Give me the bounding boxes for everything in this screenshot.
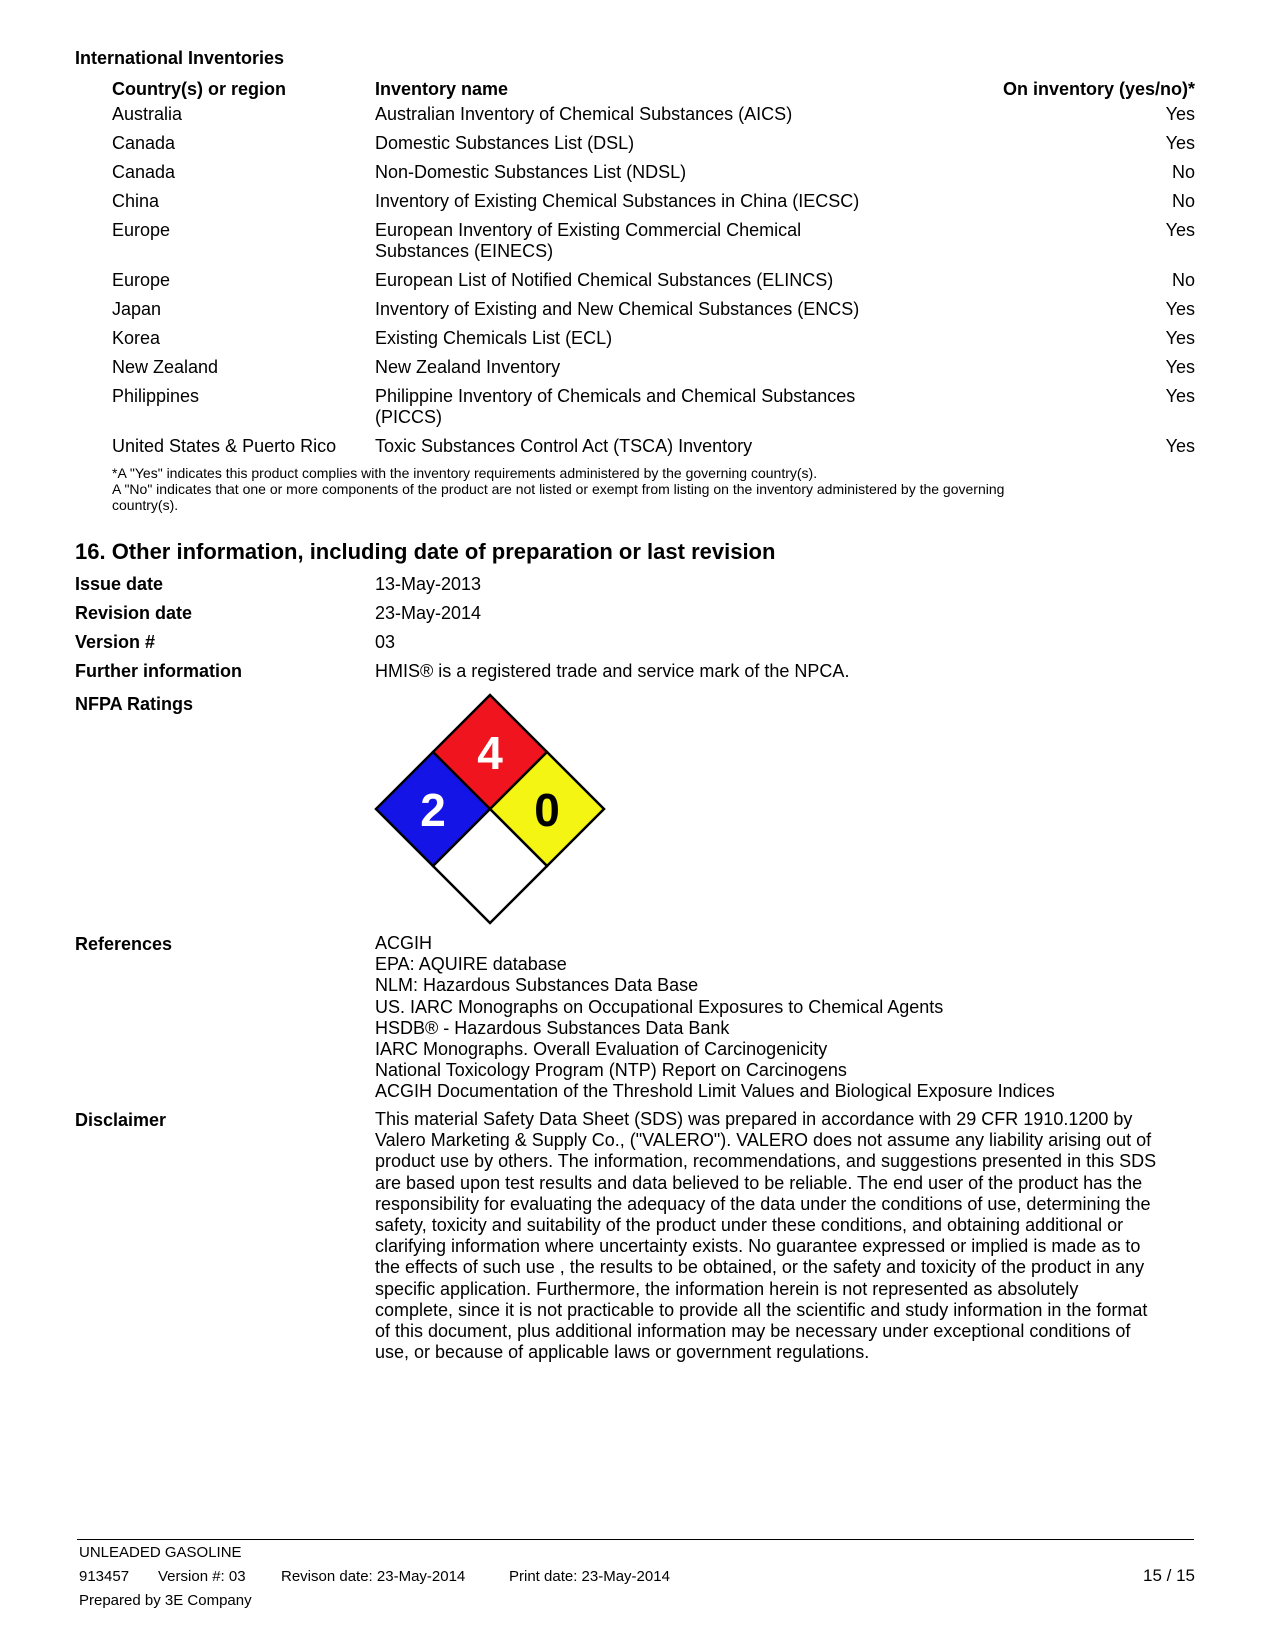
version-label: Version #: [75, 632, 156, 652]
footnote-line: A "No" indicates that one or more components of the product are not listed or exempt from listing on the inventory administered by the governing: [112, 481, 1005, 497]
inventory-country-cell: Canada: [112, 133, 176, 153]
revision-date-value: 23-May-2014: [375, 603, 482, 623]
reference-item: HSDB® - Hazardous Substances Data Bank: [375, 1017, 730, 1038]
inventory-status-cell: Yes: [1165, 357, 1195, 377]
footer-prepared-by: Prepared by 3E Company: [79, 1592, 252, 1609]
disclaimer-line: responsibility for evaluating the adequacy of the data under the conditions of use, determining the: [375, 1193, 1151, 1214]
disclaimer-line: Valero Marketing & Supply Co., ("VALERO"). VALERO does not assume any liability arising out of: [375, 1130, 1152, 1151]
inventory-status-cell: No: [1171, 191, 1195, 211]
inventory-country-cell: Japan: [112, 299, 162, 319]
inventory-country-cell: Korea: [112, 328, 161, 348]
footer-version: Version #: 03: [158, 1568, 246, 1585]
nfpa-instability-value: 0: [534, 784, 560, 836]
reference-item: US. IARC Monographs on Occupational Exposures to Chemical Agents: [375, 996, 944, 1017]
inventory-footnote: [112, 465, 1004, 513]
inventory-status-cell: Yes: [1165, 386, 1195, 406]
inventory-country-cell: Europe: [112, 270, 171, 290]
reference-item: National Toxicology Program (NTP) Report on Carcinogens: [375, 1060, 847, 1081]
inventory-name-cell: Inventory of Existing Chemical Substances in China (IECSC): [375, 191, 860, 211]
inventory-country-cell: United States & Puerto Rico: [112, 436, 337, 456]
nfpa-ratings-label: NFPA Ratings: [75, 694, 194, 714]
inventory-country-cell: China: [112, 191, 160, 211]
inventory-country-cell: Canada: [112, 162, 176, 182]
inventories-heading: International Inventories: [75, 48, 285, 68]
inventory-name-cell: New Zealand Inventory: [375, 357, 561, 377]
version-value: 03: [375, 632, 396, 652]
inventory-name-cell: (PICCS): [375, 407, 442, 427]
inventory-country-cell: Australia: [112, 104, 183, 124]
inventory-name-cell: Philippine Inventory of Chemicals and Chemical Substances: [375, 386, 856, 406]
disclaimer-line: This material Safety Data Sheet (SDS) was prepared in accordance with 29 CFR 1910.1200 by: [375, 1109, 1133, 1129]
disclaimer-line: safety, toxicity and suitability of the product under these conditions, and obtaining additional or: [375, 1215, 1124, 1236]
inventory-country-cell: Europe: [112, 220, 171, 240]
inventory-name-cell: Domestic Substances List (DSL): [375, 133, 635, 153]
inventory-status-cell: Yes: [1165, 104, 1195, 124]
disclaimer-label: Disclaimer: [75, 1110, 167, 1130]
disclaimer-line: the effects of such use , the results to be obtained, or the safety and toxicity of the product in any: [375, 1257, 1145, 1278]
footer-doc-id: 913457: [79, 1568, 130, 1585]
reference-item: EPA: AQUIRE database: [375, 954, 567, 975]
disclaimer-text: [375, 1109, 1156, 1363]
inventory-status-cell: Yes: [1165, 328, 1195, 348]
references-label: References: [75, 934, 173, 954]
disclaimer-line: specific application. Furthermore, the information herein is not represented as absolutely: [375, 1278, 1079, 1299]
inventory-name-cell: Australian Inventory of Chemical Substances (AICS): [375, 104, 793, 124]
inventory-status-cell: No: [1171, 162, 1195, 182]
inventory-name-cell: Substances (EINECS): [375, 241, 554, 261]
nfpa-diamond: [370, 690, 615, 935]
footer-page-number: 15 / 15: [1143, 1566, 1195, 1585]
inventory-status-cell: Yes: [1165, 436, 1195, 456]
col-header-country: Country(s) or region: [112, 79, 286, 99]
inventory-status-cell: Yes: [1165, 133, 1195, 153]
nfpa-health-value: 2: [420, 784, 446, 836]
disclaimer-line: of this document, plus additional information may be necessary under exceptional conditions of: [375, 1321, 1131, 1342]
reference-item: ACGIH Documentation of the Threshold Limit Values and Biological Exposure Indices: [375, 1081, 1055, 1102]
reference-item: ACGIH: [375, 933, 433, 953]
issue-date-label: Issue date: [75, 574, 164, 594]
inventory-country-cell: Philippines: [112, 386, 200, 406]
inventory-name-cell: European List of Notified Chemical Substances (ELINCS): [375, 270, 834, 290]
footer-divider: [77, 1539, 1194, 1540]
further-info-value: HMIS® is a registered trade and service mark of the NPCA.: [375, 661, 850, 681]
footnote-line: *A "Yes" indicates this product complies with the inventory requirements administered by the governing country(s).: [112, 465, 818, 481]
section-16-title: 16. Other information, including date of preparation or last revision: [75, 539, 776, 564]
disclaimer-line: product use by others. The information, recommendations, and suggestions presented in this SDS: [375, 1151, 1157, 1172]
disclaimer-line: clarifying information where uncertainty exists. No guarantee expressed or implied is made as to: [375, 1236, 1141, 1257]
inventory-name-cell: European Inventory of Existing Commercial Chemical: [375, 220, 802, 240]
disclaimer-line: are based upon test results and data believed to be reliable. The end user of the product has the: [375, 1172, 1143, 1193]
footer-print-date: Print date: 23-May-2014: [509, 1568, 670, 1585]
inventory-status-cell: Yes: [1165, 220, 1195, 240]
inventory-status-cell: No: [1171, 270, 1195, 290]
col-header-on-inventory: On inventory (yes/no)*: [1002, 79, 1195, 99]
inventory-name-cell: Inventory of Existing and New Chemical Substances (ENCS): [375, 299, 860, 319]
footer-revision-date: Revison date: 23-May-2014: [281, 1568, 466, 1585]
reference-item: IARC Monographs. Overall Evaluation of Carcinogenicity: [375, 1039, 828, 1060]
disclaimer-line: use, or because of applicable laws or government regulations.: [375, 1342, 870, 1363]
col-header-inventory: Inventory name: [375, 79, 509, 99]
inventory-name-cell: Toxic Substances Control Act (TSCA) Inventory: [375, 436, 753, 456]
further-info-label: Further information: [75, 661, 242, 681]
references-list: [375, 933, 1055, 1103]
reference-item: NLM: Hazardous Substances Data Base: [375, 975, 699, 996]
inventory-country-cell: New Zealand: [112, 357, 219, 377]
footnote-line: country(s).: [112, 497, 179, 513]
revision-date-label: Revision date: [75, 603, 193, 623]
inventory-status-cell: Yes: [1165, 299, 1195, 319]
disclaimer-line: complete, since it is not practicable to provide all the scientific and study information in the format: [375, 1299, 1148, 1320]
inventory-name-cell: Non-Domestic Substances List (NDSL): [375, 162, 687, 182]
issue-date-value: 13-May-2013: [375, 574, 482, 594]
footer-product-name: UNLEADED GASOLINE: [79, 1544, 242, 1561]
nfpa-flammability-value: 4: [477, 727, 503, 779]
inventory-name-cell: Existing Chemicals List (ECL): [375, 328, 613, 348]
